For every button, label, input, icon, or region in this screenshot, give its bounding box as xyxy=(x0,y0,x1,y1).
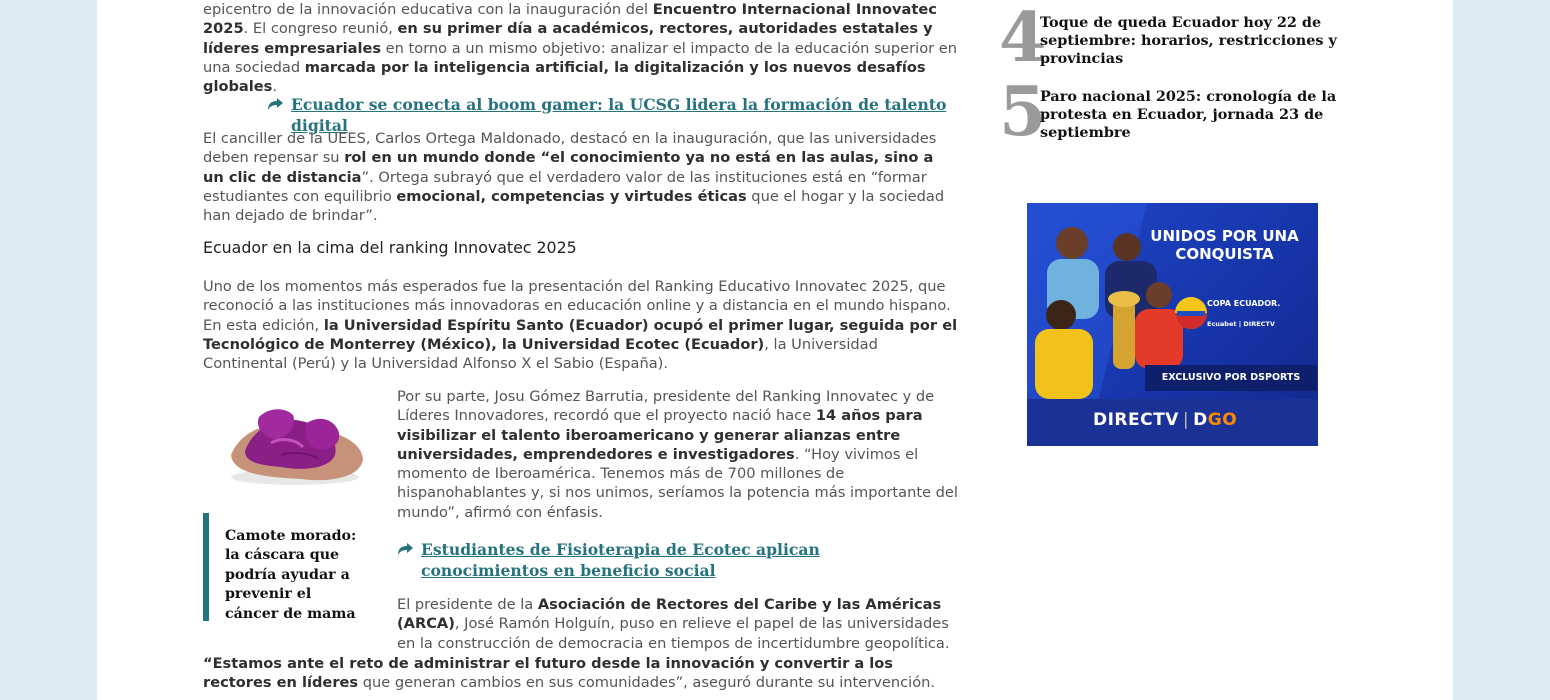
text-run: , José Ramón Holguín, puso en relieve el papel de las universidades en la construcción de democracia en tiempos de incertidumbre geopolítica. xyxy=(397,615,950,652)
related-link-fisioterapia[interactable] xyxy=(397,539,917,581)
ad-exclusive-label: EXCLUSIVO POR DSPORTS xyxy=(1145,365,1317,391)
share-arrow-icon xyxy=(397,539,421,581)
paragraph-ranking xyxy=(203,277,959,373)
rank-number: 5 xyxy=(999,72,1047,152)
text-run: . “Hoy vivimos el momento de Iberoamérica. Tenemos más de 700 millones de hispanohablantes y, si nos unimos, seríamos la potencia más importante del mundo”, afirmó con énfasis. xyxy=(397,445,958,521)
most-read-title[interactable]: Paro nacional 2025: cronología de la protesta en Ecuador, jornada 23 de septiembre xyxy=(1040,88,1337,141)
ad-cup-sponsors: Ecuabet | DIRECTV xyxy=(1207,320,1275,328)
ad-cup-title: COPA ECUADOR. xyxy=(1207,299,1281,308)
advertisement-banner[interactable] xyxy=(1027,203,1318,446)
text-run: El canciller de la UEES, Carlos Ortega Maldonado, destacó en la inauguración, que las universidades deben repensar su xyxy=(203,130,937,167)
text-run: “Estamos ante el reto de administrar el futuro desde la innovación y convertir a los rectores en líderes xyxy=(203,655,893,692)
ad-brand-footer: DIRECTV | DGO xyxy=(1093,410,1238,430)
paragraph-quote xyxy=(203,654,959,693)
text-run: la Universidad Espíritu Santo (Ecuador) ocupó el primer lugar, seguida por el Tecnológico de Monterrey (México), la Universidad Ecotec (Ecuador) xyxy=(203,316,958,353)
side-card-title[interactable]: Camote morado: la cáscara que podría ayudar a prevenir el cáncer de mama xyxy=(225,528,357,622)
text-run: rol en un mundo donde “el conocimiento ya no está en las aulas, sino a un clic de distancia xyxy=(203,149,934,186)
text-run: . El congreso reunió, xyxy=(243,20,398,38)
dgo-logo-go: GO xyxy=(1207,410,1238,430)
related-link-label[interactable]: Estudiantes de Fisioterapia de Ecotec aplican conocimientos en beneficio social xyxy=(421,540,820,580)
text-run: marcada por la inteligencia artificial, la digitalización y los nuevos desafíos globales xyxy=(203,58,926,96)
rank-number: 4 xyxy=(999,0,1047,78)
paragraph-intro xyxy=(203,0,959,96)
sweet-potato-image[interactable] xyxy=(211,393,381,501)
text-run: El presidente de la xyxy=(397,596,538,613)
text-run: que el hogar y la sociedad han dejado de brindar”. xyxy=(203,187,945,225)
paragraph-canciller xyxy=(203,129,959,225)
text-run: 14 años para visibilizar el talento iberoamericano y generar alianzas entre universidades, emprendedores e investigadores xyxy=(397,407,923,463)
section-subheading: Ecuador en la cima del ranking Innovatec 2025 xyxy=(203,238,577,257)
text-run: Encuentro Internacional Innovatec 2025 xyxy=(203,1,937,38)
text-run: en su primer día a académicos, rectores, autoridades estatales y líderes empresariales xyxy=(203,20,933,57)
paragraph-josu xyxy=(397,387,959,522)
side-related-card-camote[interactable] xyxy=(203,513,373,621)
text-run: , la Universidad Continental (Perú) y la Universidad Alfonso X el Sabio (España). xyxy=(203,335,878,373)
text-run: Asociación de Rectores del Caribe y las Américas (ARCA) xyxy=(397,596,942,633)
related-link-label[interactable]: Ecuador se conecta al boom gamer: la UCSG lidera la formación de talento digital xyxy=(291,95,947,135)
paragraph-arca xyxy=(397,595,959,653)
text-run: Uno de los momentos más esperados fue la presentación del Ranking Educativo Innovatec 2025, que reconoció a las instituciones más innovadoras en educación online y a distancia en el mundo hispano. En esta edición, xyxy=(203,278,951,334)
page xyxy=(97,0,1453,700)
directv-logo: DIRECTV xyxy=(1093,410,1179,430)
text-run: epicentro de la innovación educativa con la inauguración del xyxy=(203,1,653,18)
text-run: . xyxy=(272,78,277,96)
text-run: en torno a un mismo objetivo: analizar el impacto de la educación superior en una sociedad xyxy=(203,39,958,76)
most-read-title[interactable]: Toque de queda Ecuador hoy 22 de septiembre: horarios, restricciones y provincias xyxy=(1040,14,1337,67)
text-run: que generan cambios en sus comunidades”, aseguró durante su intervención. xyxy=(358,674,936,692)
text-run: Por su parte, Josu Gómez Barrutia, presidente del Ranking Innovatec y de Líderes Innovadores, recordó que el proyecto nació hace xyxy=(397,388,935,425)
text-run: emocional, competencias y virtudes éticas xyxy=(396,187,747,205)
dgo-logo-d: D xyxy=(1193,410,1208,430)
ad-headline: UNIDOS POR UNA CONQUISTA xyxy=(1150,227,1299,263)
text-run: ”. Ortega subrayó que el verdadero valor de las instituciones está en “formar estudiantes con equilibrio xyxy=(203,168,927,205)
